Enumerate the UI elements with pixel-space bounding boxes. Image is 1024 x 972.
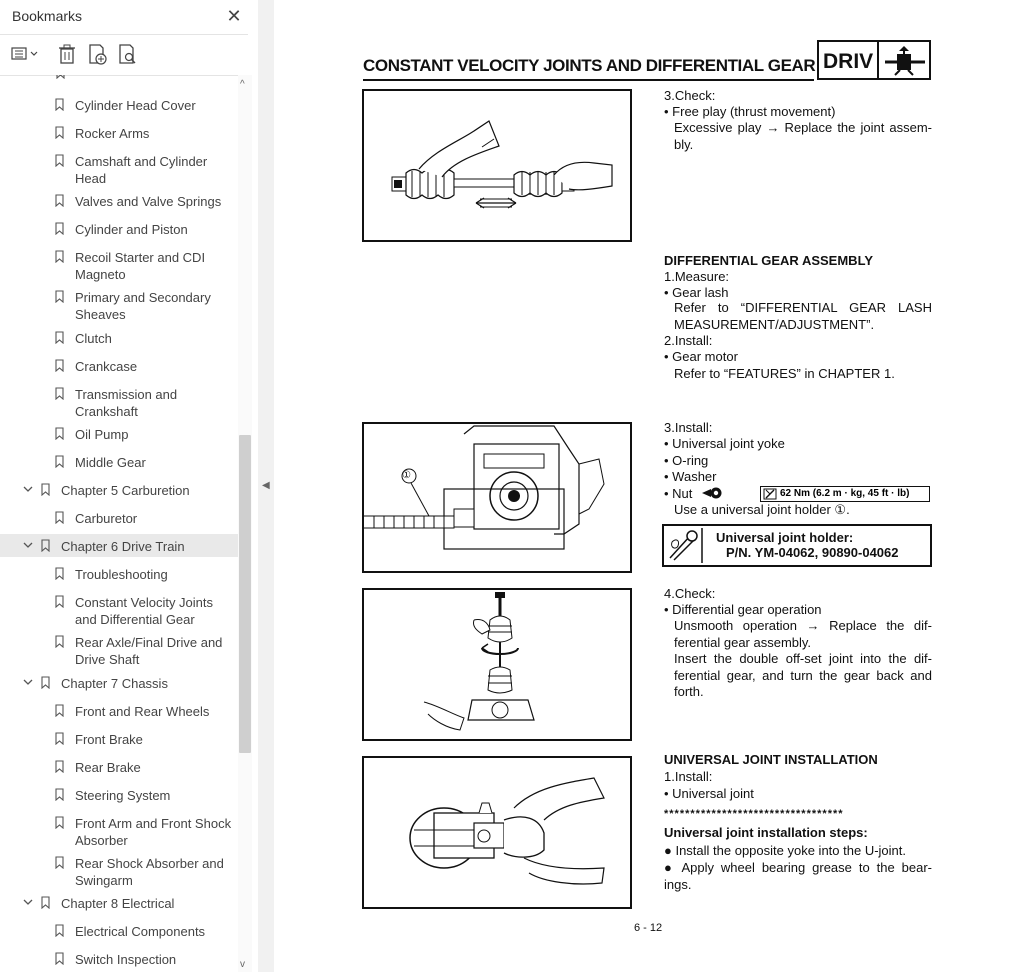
torque-spec: [760, 486, 930, 502]
chevron-down-icon[interactable]: [22, 538, 34, 552]
page-title: CONSTANT VELOCITY JOINTS AND DIFFERENTIAL GEAR: [363, 56, 816, 75]
badge-divider: [877, 42, 879, 78]
chevron-down-icon[interactable]: [22, 895, 34, 909]
s3-bullet1: • Universal joint yoke: [664, 436, 785, 451]
bookmark-item[interactable]: [0, 382, 238, 422]
bookmark-icon: [55, 455, 64, 468]
bookmark-icon: [41, 676, 50, 689]
s3-bullet1-text: Universal joint yoke: [672, 436, 785, 451]
bookmark-icon: [55, 704, 64, 717]
options-icon[interactable]: [10, 43, 40, 65]
bookmark-chapter[interactable]: [0, 671, 238, 694]
tool-name: Universal joint holder:: [716, 530, 854, 545]
s5-step: 1.Install:: [664, 769, 713, 784]
bookmark-icon: [55, 511, 64, 524]
bookmark-label: Carburetor: [75, 511, 138, 526]
bookmarks-header: [0, 0, 258, 34]
bookmark-item[interactable]: [0, 811, 238, 851]
bookmark-label: Troubleshooting: [75, 567, 168, 582]
s5-bullet-text: Universal joint: [672, 786, 754, 801]
figure-universal-joint: [362, 756, 632, 909]
s5-step-item-1-text: Install the opposite yoke into the U-joint.: [675, 843, 906, 858]
section-badge-label: DRIV: [823, 50, 874, 73]
s1-step: 3.Check:: [664, 88, 716, 103]
close-icon[interactable]: ✕: [226, 6, 242, 26]
bookmark-icon: [55, 952, 64, 965]
bookmark-icon: [55, 222, 64, 235]
bookmark-label: Rear Shock Absorber and Swingarm: [75, 856, 224, 888]
s5-step-item-1: ● Install the opposite yoke into the U-joint.: [664, 843, 906, 858]
bookmark-list: [0, 75, 238, 972]
s4-step: 4.Check:: [664, 586, 716, 601]
bookmark-chapter[interactable]: [0, 891, 238, 914]
s2-step1: 1.Measure:: [664, 269, 730, 284]
bookmark-label: Primary and Secondary Sheaves: [75, 290, 211, 322]
bookmark-icon: [55, 924, 64, 937]
s5-separator: **********************************: [664, 808, 844, 820]
bookmark-label: Rear Brake: [75, 760, 141, 775]
s2-note2: Refer to “FEATURES” in CHAPTER 1.: [674, 366, 895, 381]
s2-step2: 2.Install:: [664, 333, 713, 348]
bookmark-item[interactable]: [0, 947, 238, 970]
tool-part-number: P/N. YM-04062, 90890-04062: [726, 545, 899, 560]
scrollbar-thumb[interactable]: [239, 435, 251, 753]
torque-value: 62 Nm (6.2 m · kg, 45 ft · lb): [780, 488, 910, 499]
bookmark-icon: [55, 788, 64, 801]
s5-step-item-2: ● Apply wheel bearing grease to the bear-ings.: [664, 860, 932, 892]
figure-joint-holder: [362, 422, 632, 573]
bookmark-label: Valves and Valve Springs: [75, 194, 222, 209]
bookmark-icon: [55, 856, 64, 869]
bookmark-icon: [55, 816, 64, 829]
bookmark-label: Chapter 7 Chassis: [61, 676, 168, 691]
find-bookmark-icon[interactable]: [116, 43, 138, 65]
title-rule: [363, 79, 814, 81]
s5-step-item-2-text: Apply wheel bearing grease to the bear-ings.: [664, 860, 932, 892]
bookmark-item[interactable]: [0, 727, 238, 750]
bookmark-icon: [41, 896, 50, 909]
bookmark-item[interactable]: [0, 285, 238, 325]
scroll-up-icon[interactable]: ^: [240, 79, 245, 90]
bookmark-label: Front Arm and Front Shock Absorber: [75, 816, 232, 848]
bookmark-label: Front and Rear Wheels: [75, 704, 210, 719]
s1-bullet: • Free play (thrust movement): [664, 104, 836, 119]
bookmark-item[interactable]: [0, 189, 238, 212]
bookmark-item[interactable]: [0, 217, 238, 240]
chevron-down-icon[interactable]: [22, 482, 34, 496]
callout-1: ①: [402, 470, 411, 481]
bookmark-icon: [55, 387, 64, 400]
bookmark-icon: [55, 154, 64, 167]
s5-bullet: • Universal joint: [664, 786, 754, 801]
section-badge: [817, 40, 931, 80]
bookmark-label: Chapter 8 Electrical: [61, 896, 175, 911]
bookmark-icon: [55, 98, 64, 111]
bookmark-item[interactable]: [0, 851, 238, 891]
bookmark-item[interactable]: [0, 506, 238, 529]
figure-cv-joint: [362, 89, 632, 242]
bookmark-label: Oil Pump: [75, 427, 129, 442]
s1-note: Excessive play → Replace the joint assem-bly.: [674, 120, 932, 152]
s4-note2: Insert the double off-set joint into the dif-ferential gear, and turn the gear back and forth.: [674, 651, 932, 699]
bookmark-item[interactable]: [0, 149, 238, 189]
bookmark-chapter[interactable]: [0, 478, 238, 501]
s2-bullet2: • Gear motor: [664, 349, 738, 364]
bookmark-label: Rear Axle/Final Drive and Drive Shaft: [75, 635, 223, 667]
bookmark-icon: [55, 250, 64, 263]
bookmark-label: Electrical Components: [75, 924, 206, 939]
s3-use-note: Use a universal joint holder ①.: [674, 502, 850, 517]
s3-bullet4: • Nut: [664, 486, 693, 501]
bookmark-label: Switch Inspection: [75, 952, 177, 967]
bookmark-label: Camshaft and Cylinder Head: [75, 154, 208, 186]
bookmark-icon: [41, 483, 50, 496]
delete-icon[interactable]: [56, 43, 78, 65]
bookmark-item[interactable]: [0, 590, 238, 630]
s3-bullet2-text: O-ring: [672, 453, 709, 468]
bookmark-icon: [41, 539, 50, 552]
bookmark-icon: [55, 635, 64, 648]
bookmark-icon: [55, 427, 64, 440]
bookmark-item[interactable]: [0, 422, 238, 445]
chevron-down-icon[interactable]: [22, 675, 34, 689]
bookmark-icon: [55, 732, 64, 745]
s1-bullet-text: Free play (thrust movement): [672, 104, 836, 119]
s5-steps-title: Universal joint installation steps:: [664, 825, 868, 840]
bookmark-icon: [55, 359, 64, 372]
s3-step: 3.Install:: [664, 420, 713, 435]
bookmark-icon: [55, 760, 64, 773]
bookmark-item[interactable]: [0, 562, 238, 585]
s4-bullet: • Differential gear operation: [664, 602, 822, 617]
bookmark-icon: [55, 567, 64, 580]
s3-bullet2: • O-ring: [664, 453, 709, 468]
bookmark-chapter[interactable]: [0, 534, 238, 557]
bookmark-icon: [55, 595, 64, 608]
bookmark-item[interactable]: [0, 245, 238, 285]
s5-heading: UNIVERSAL JOINT INSTALLATION: [664, 752, 878, 767]
bookmark-label: Recoil Starter and CDI Magneto: [75, 250, 206, 282]
bookmark-label: Crankcase: [75, 359, 138, 374]
figure-differential-check: [362, 588, 632, 741]
s3-bullet3: • Washer: [664, 469, 717, 484]
scroll-down-icon[interactable]: v: [240, 959, 245, 970]
s2-bullet2-text: Gear motor: [672, 349, 738, 364]
bookmark-item[interactable]: [0, 919, 238, 942]
bookmarks-title: Bookmarks: [12, 8, 83, 24]
bookmark-icon: [55, 194, 64, 207]
bookmark-item[interactable]: [0, 699, 238, 722]
bookmarks-panel: [0, 0, 259, 972]
bookmark-label: Clutch: [75, 331, 112, 346]
bookmark-label: Constant Velocity Joints and Differential Gear: [75, 595, 214, 627]
bookmark-label: Rocker Arms: [75, 126, 150, 141]
drive-train-icon: [883, 45, 927, 77]
torque-icon: [763, 488, 777, 500]
s3-bullet3-text: Washer: [672, 469, 717, 484]
document-page: [274, 0, 1024, 972]
bookmark-icon: [56, 75, 65, 79]
bookmark-label: Front Brake: [75, 732, 143, 747]
bookmark-item[interactable]: [0, 93, 238, 116]
bookmark-item[interactable]: [0, 450, 238, 473]
bookmark-label: Chapter 6 Drive Train: [61, 539, 185, 554]
bookmark-label: Transmission and Crankshaft: [75, 387, 178, 419]
bookmark-item[interactable]: [0, 354, 238, 377]
s4-note1: Unsmooth operation → Replace the dif-ferential gear assembly.: [674, 618, 932, 650]
s2-note1: Refer to “DIFFERENTIAL GEAR LASH MEASUREMENT/ADJUSTMENT”.: [674, 300, 932, 332]
s2-bullet1-text: Gear lash: [672, 285, 729, 300]
s2-bullet1: • Gear lash: [664, 285, 729, 300]
page-number: 6 - 12: [634, 922, 663, 934]
bookmark-label: Middle Gear: [75, 455, 146, 470]
bookmark-icon: [55, 126, 64, 139]
bookmark-label: Steering System: [75, 788, 171, 803]
collapse-panel-icon[interactable]: ◀: [262, 480, 270, 491]
bookmark-item[interactable]: [0, 755, 238, 778]
bookmark-label: Cylinder Head Cover: [75, 98, 196, 113]
add-bookmark-icon[interactable]: [86, 43, 108, 65]
panel-splitter[interactable]: [258, 0, 274, 972]
bookmark-item[interactable]: [0, 326, 238, 349]
bookmark-icon: [55, 331, 64, 344]
bookmark-item[interactable]: [0, 783, 238, 806]
bookmarks-toolbar: [0, 34, 248, 76]
wrench-tighten-icon: [701, 486, 723, 500]
bookmark-label: Chapter 5 Carburetion: [61, 483, 190, 498]
s2-heading: DIFFERENTIAL GEAR ASSEMBLY: [664, 253, 873, 268]
bookmark-item[interactable]: [0, 630, 238, 670]
special-tool-icon: [666, 528, 706, 563]
s4-bullet-text: Differential gear operation: [672, 602, 822, 617]
s3-bullet4-text: Nut: [672, 486, 693, 501]
bookmark-item[interactable]: [0, 75, 238, 79]
special-tool-box: [662, 524, 932, 567]
bookmark-label: Cylinder and Piston: [75, 222, 188, 237]
bookmark-scrollbar[interactable]: [238, 75, 252, 972]
bookmark-item[interactable]: [0, 121, 238, 144]
bookmark-icon: [55, 290, 64, 303]
